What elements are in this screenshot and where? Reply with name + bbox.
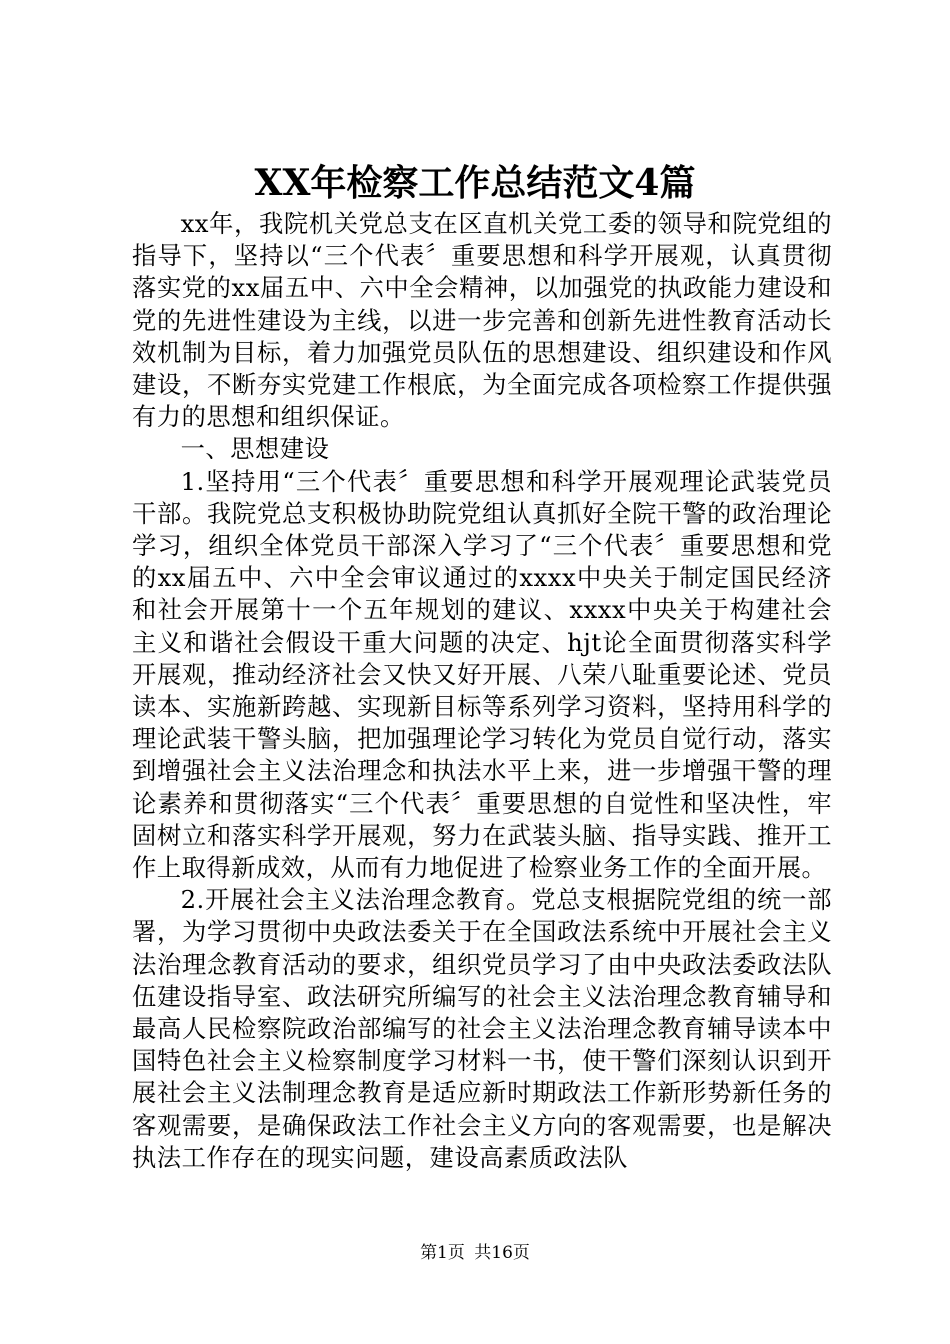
document-title: XX年检察工作总结范文4篇 <box>254 162 696 204</box>
paragraph-intro: xx年，我院机关党总支在区直机关党工委的领导和院党组的指导下，坚持以“三个代表〞重要思想和科学开展观，认真贯彻落实党的xx届五中、六中全会精神，以加强党的执政能力建设和党的先进性建设为主线，以进一步完善和创新先进性教育活动长效机制为目标，着力加强党员队伍的思想建设、组织建设和作风建设，不断夯实党建工作根底，为全面完成各项检察工作提供强有力的思想和组织保证。 <box>132 209 832 432</box>
section-heading-ideology: 一、思想建设 <box>180 434 330 464</box>
page-number-footer: 第1页 共16页 <box>420 1243 530 1263</box>
document-body <box>132 208 832 1174</box>
paragraph-item-2: 2.开展社会主义法治理念教育。党总支根据院党组的统一部署，为学习贯彻中央政法委关于在全国政法系统中开展社会主义法治理念教育活动的要求，组织党员学习了由中央政法委政法队伍建设指导室、政法研究所编写的社会主义法治理念教育辅导和最高人民检察院政治部编写的社会主义法治理念教育辅导读本中国特色社会主义检察制度学习材料一书，使干警们深刻认识到开展社会主义法制理念教育是适应新时期政法工作新形势新任务的客观需要，是确保政法工作社会主义方向的客观需要，也是解决执法工作存在的现实问题，建设高素质政法队 <box>132 885 832 1172</box>
paragraph-item-1: 1.坚持用“三个代表〞重要思想和科学开展观理论武装党员干部。我院党总支积极协助院党组认真抓好全院干警的政治理论学习，组织全体党员干部深入学习了“三个代表〞重要思想和党的xx届五中、六中全会审议通过的xxxx中央关于制定国民经济和社会开展第十一个五年规划的建议、xxxx中央关于构建社会主义和谐社会假设干重大问题的决定、hjt论全面贯彻落实科学开展观，推动经济社会又快又好开展、八荣八耻重要论述、党员读本、实施新跨越、实现新目标等系列学习资料，坚持用科学的理论武装干警头脑，把加强理论学习转化为党员自觉行动，落实到增强社会主义法治理念和执法水平上来，进一步增强干警的理论素养和贯彻落实“三个代表〞重要思想的自觉性和坚决性，牢固树立和落实科学开展观，努力在武装头脑、指导实践、推开工作上取得新成效，从而有力地促进了检察业务工作的全面开展。 <box>132 466 832 883</box>
